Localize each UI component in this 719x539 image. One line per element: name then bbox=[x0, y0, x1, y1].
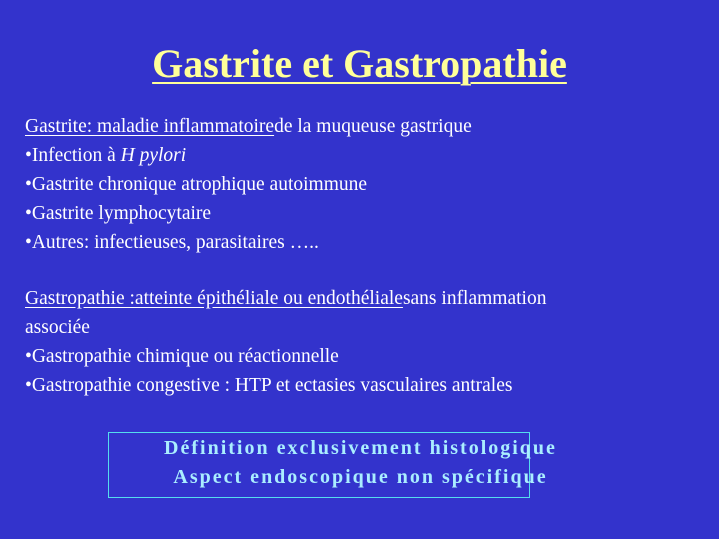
gastropathie-definition-term: Gastropathie :atteinte épithéliale ou endothéliale bbox=[25, 288, 403, 309]
gastropathie-item-1: •Gastropathie chimique ou réactionnelle bbox=[25, 346, 339, 367]
gastropathie-definition-line2: associée bbox=[25, 317, 90, 338]
note-text bbox=[108, 434, 613, 492]
gastrite-definition-rest: de la muqueuse gastrique bbox=[274, 116, 472, 137]
gastropathie-definition-rest: sans inflammation bbox=[402, 288, 547, 309]
note-line-1: Définition exclusivement histologique bbox=[164, 437, 557, 459]
gastrite-item-2: •Gastrite chronique atrophique autoimmune bbox=[25, 174, 368, 195]
gastrite-item-1: •Infection à H pylori bbox=[25, 145, 187, 166]
gastrite-item-3: •Gastrite lymphocytaire bbox=[25, 203, 212, 224]
gastrite-section bbox=[25, 112, 705, 257]
gastrite-definition bbox=[25, 112, 705, 141]
pathogen-name: H pylori bbox=[120, 145, 187, 166]
gastropathie-section bbox=[25, 284, 705, 400]
gastrite-definition-term: Gastrite: maladie inflammatoire bbox=[25, 116, 275, 137]
slide-title bbox=[0, 40, 719, 87]
note-line-2: Aspect endoscopique non spécifique bbox=[173, 466, 548, 488]
gastropathie-item-2: •Gastropathie congestive : HTP et ectasies vasculaires antrales bbox=[25, 375, 513, 396]
gastropathie-definition bbox=[25, 284, 705, 313]
slide-title-text: Gastrite et Gastropathie bbox=[152, 41, 567, 86]
gastrite-item-4: •Autres: infectieuses, parasitaires ….. bbox=[25, 232, 319, 253]
